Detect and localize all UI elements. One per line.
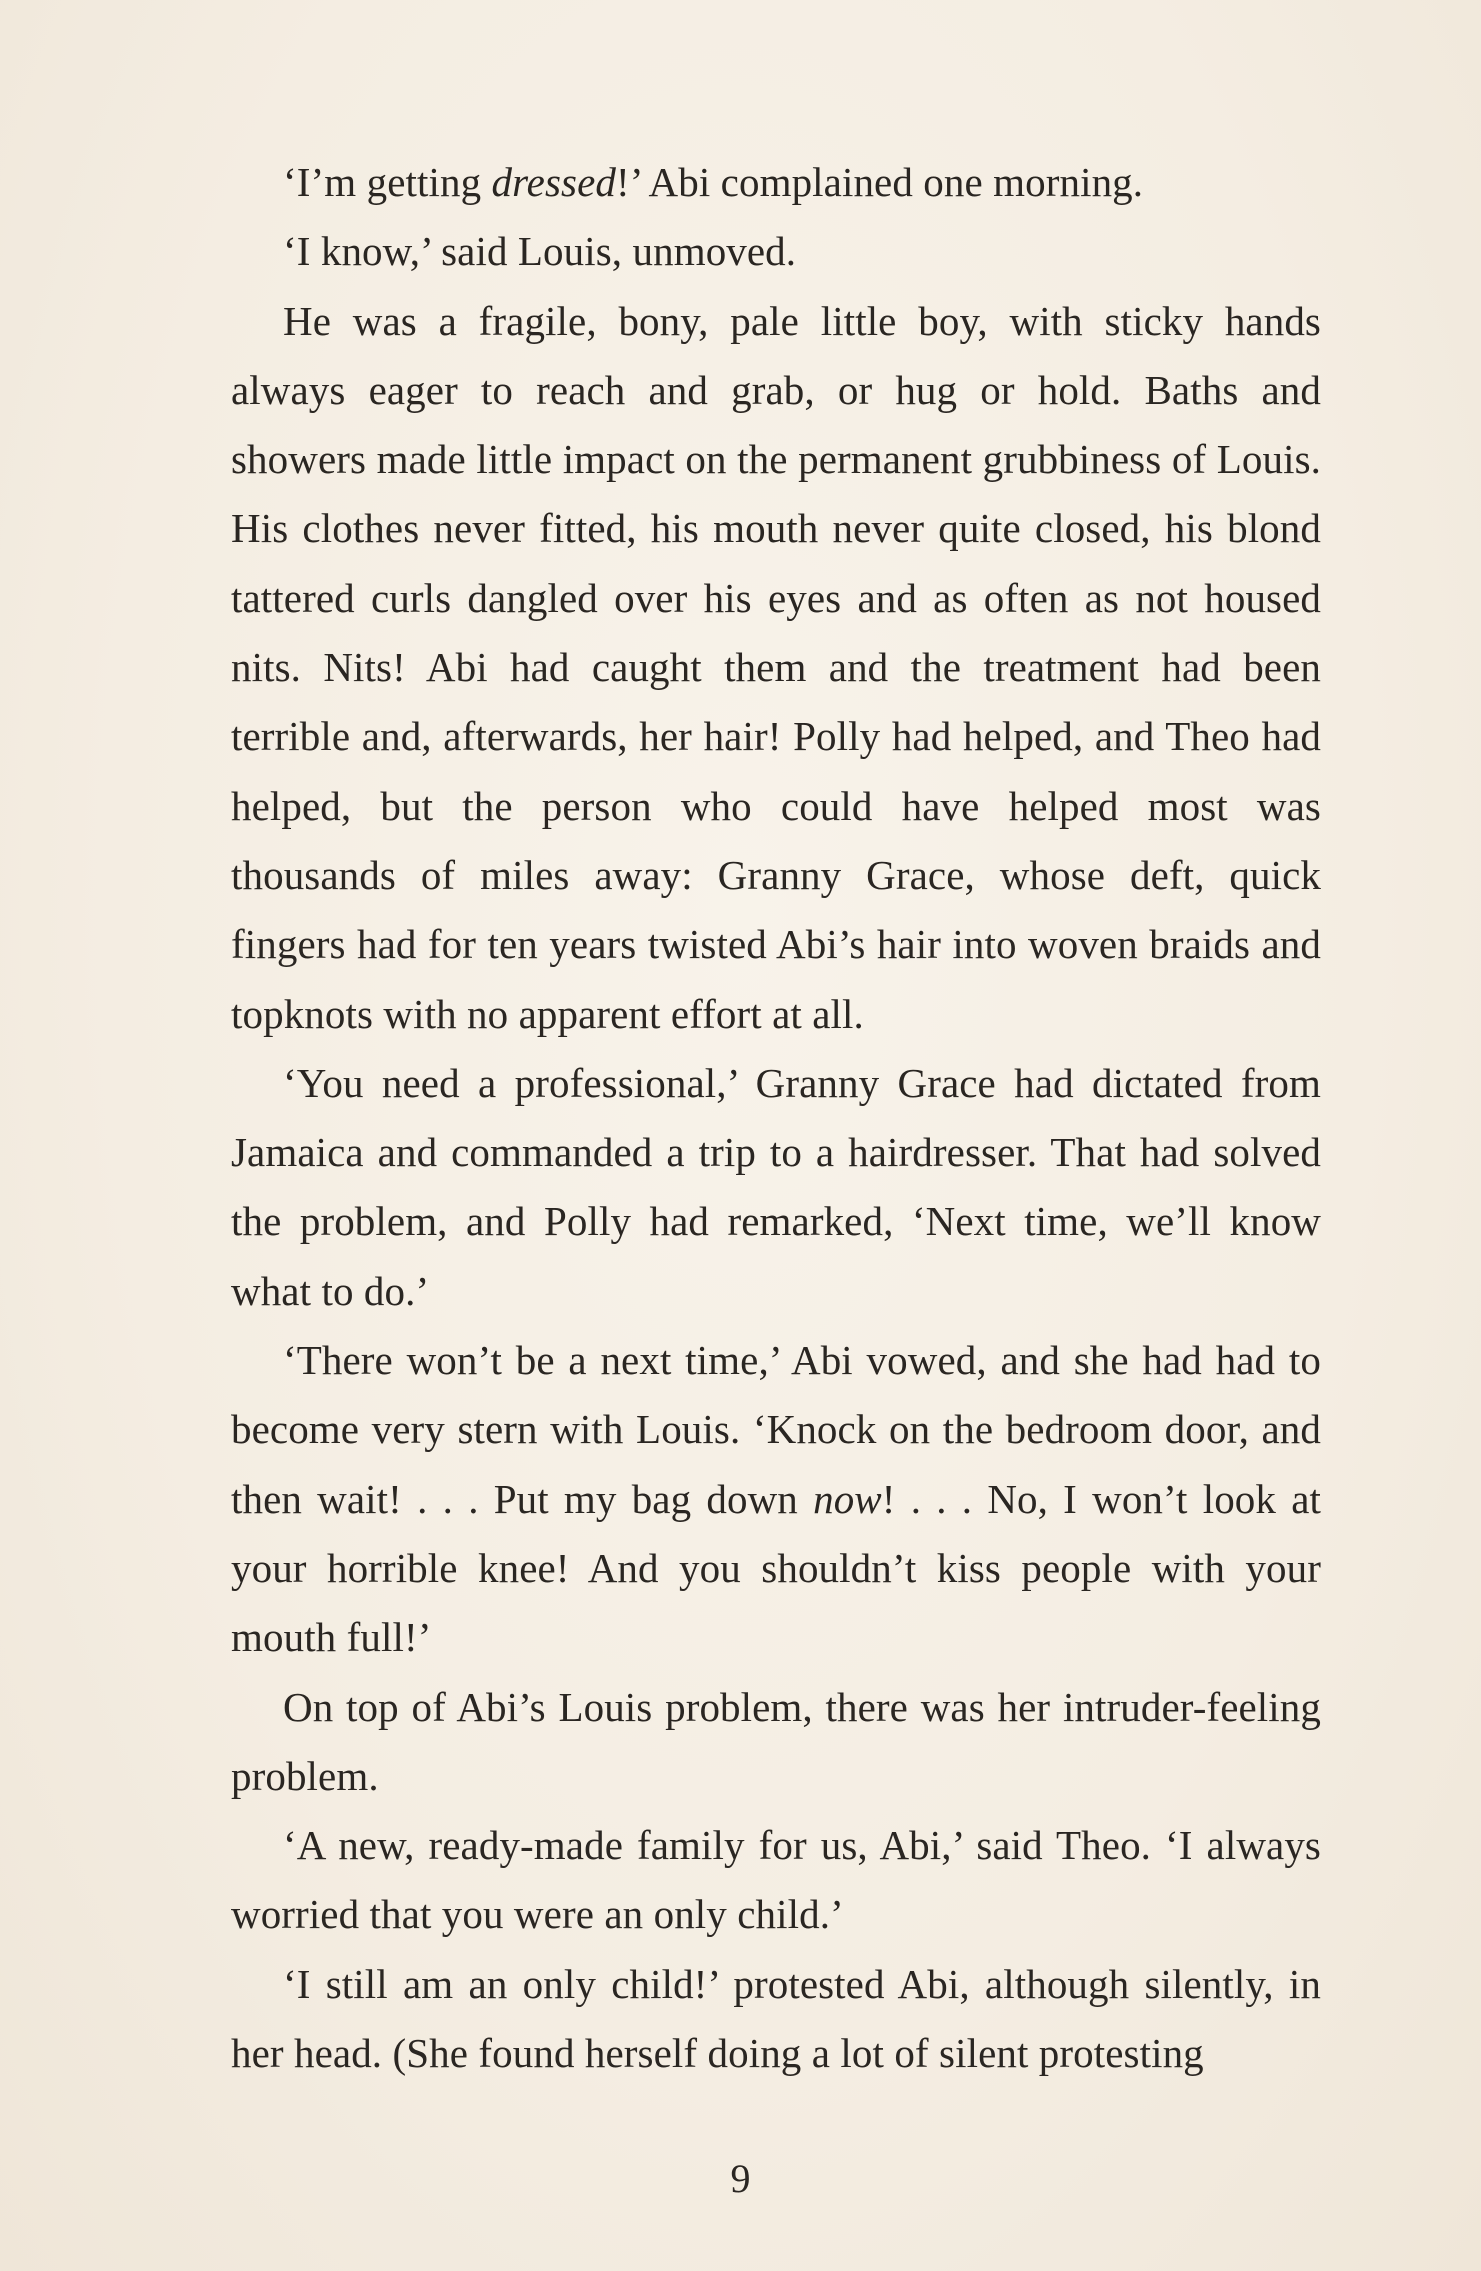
body-text <box>231 148 1321 2088</box>
paragraph <box>231 1950 1321 2089</box>
paragraph <box>231 148 1321 217</box>
page-number: 9 <box>730 2156 751 2201</box>
paragraph <box>231 1811 1321 1950</box>
emphasized-text: now <box>813 1475 882 1522</box>
paragraph <box>231 217 1321 286</box>
paragraph <box>231 1326 1321 1672</box>
text-run: ‘There won’t be a next time,’ Abi vowed, and she had had to become very stern with Louis. ‘Knock on the bedroom door, and then wait! . . . Put my bag down <box>231 1337 1321 1522</box>
text-run: ‘I still am an only child!’ protested Abi, although silently, in her head. (She found herself doing a lot of silent protesting <box>231 1960 1321 2077</box>
text-run: ! . . . No, I won’t look at your horrible knee! And you shouldn’t kiss people with your mouth full!’ <box>231 1475 1321 1661</box>
text-run: ‘You need a professional,’ Granny Grace had dictated from Jamaica and commanded a trip to a hairdresser. That had solved the problem, and Polly had remarked, ‘Next time, we’ll know what to do.’ <box>231 1059 1321 1314</box>
text-run: ‘A new, ready-made family for us, Abi,’ said Theo. ‘I always worried that you were an only child.’ <box>231 1822 1321 1938</box>
text-run: !’ Abi complained one morning. <box>615 159 1144 205</box>
paragraph <box>231 1049 1321 1326</box>
paragraph <box>231 1673 1321 1812</box>
text-run: He was a fragile, bony, pale little boy, with sticky hands always eager to reach and grab, or hug or hold. Baths and showers made little impact on the permanent grubbiness of Louis. His clothes never fitted, his mouth never quite closed, his blond tattered curls dangled over his eyes and as often as not housed nits. Nits! Abi had caught them and the treatment had been terrible and, afterwards, her hair! Polly had helped, and Theo had helped, but the person who could have helped most was thousands of miles away: Granny Grace, whose deft, quick fingers had for ten years twisted Abi’s hair into woven braids and topknots with no apparent effort at all. <box>231 297 1321 1037</box>
text-run: On top of Abi’s Louis problem, there was her intruder-feeling problem. <box>231 1683 1321 1799</box>
paragraph <box>231 287 1321 1049</box>
text-run: ‘I know,’ said Louis, unmoved. <box>283 228 797 275</box>
emphasized-text: dressed <box>491 159 616 205</box>
text-run: ‘I’m getting <box>283 159 492 205</box>
